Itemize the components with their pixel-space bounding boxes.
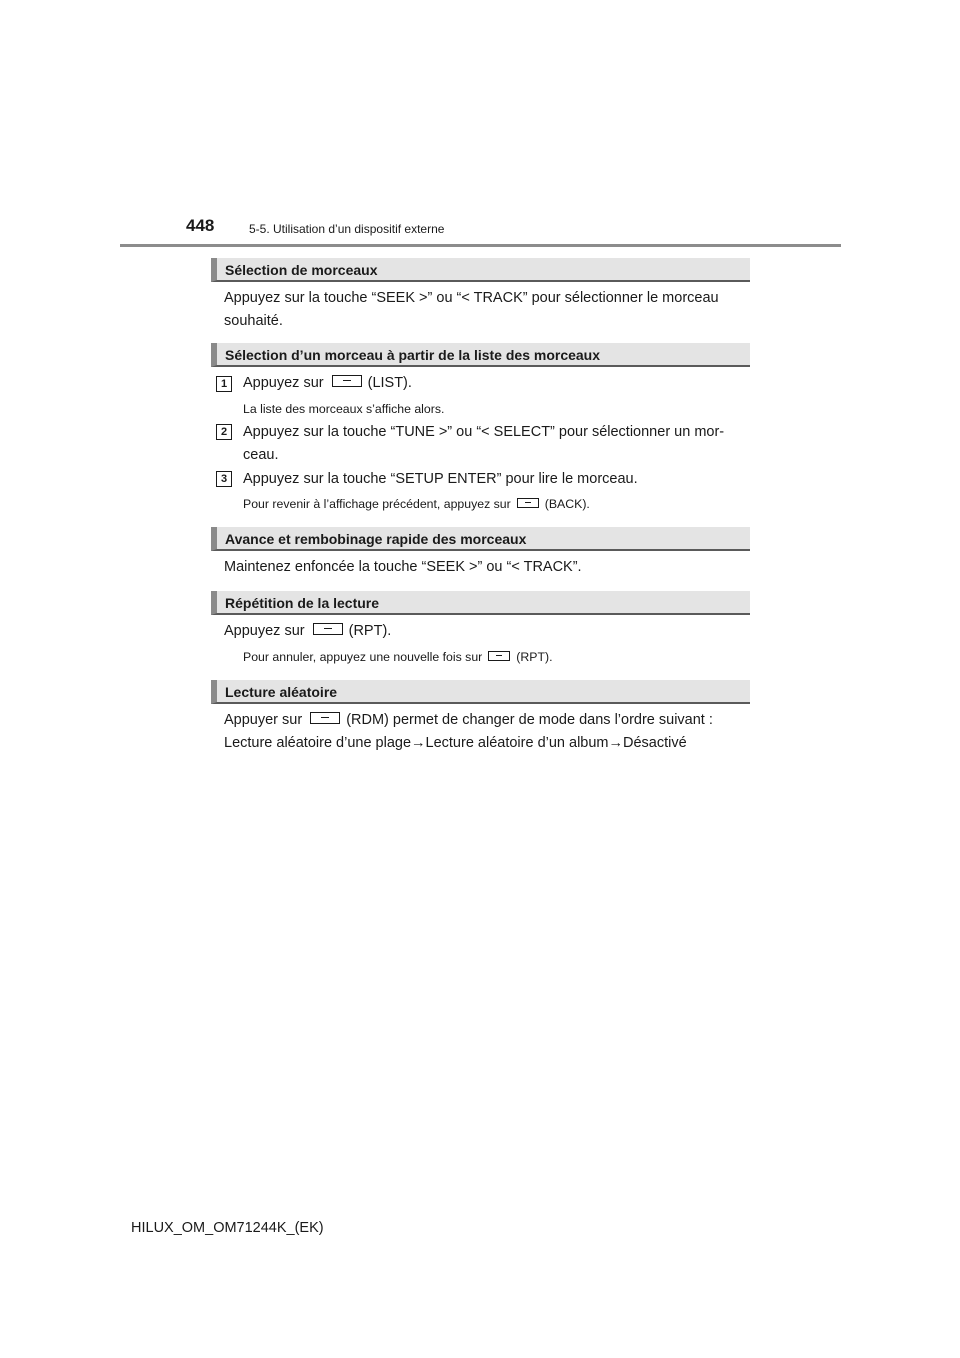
step-3-note-after: (BACK).	[544, 497, 590, 511]
section-heading-repeat	[211, 591, 750, 615]
random-sequence: Lecture aléatoire d’une plage→Lecture aléatoire d’un album→Désactivé	[224, 735, 687, 751]
list-button-icon	[332, 375, 362, 387]
step-3-note-before: Pour revenir à l’affichage précédent, appuyez sur	[243, 497, 511, 511]
selection-text: Appuyez sur la touche “SEEK >” ou “< TRACK” pour sélectionner le morceau souhaité.	[224, 290, 719, 329]
repeat-note	[243, 650, 552, 664]
repeat-after: (RPT).	[348, 623, 392, 639]
section-heading-list	[211, 343, 750, 367]
random-after: (RDM) permet de changer de mode dans l’ordre suivant :	[346, 712, 713, 728]
section-title: Répétition de la lecture	[225, 595, 380, 611]
step-1-text	[243, 372, 753, 395]
step-number-3: 3	[216, 471, 232, 487]
repeat-before: Appuyez sur	[224, 623, 305, 639]
step-2-text: Appuyez sur la touche “TUNE >” ou “< SELECT” pour sélectionner un mor-ceau.	[243, 424, 725, 463]
section-title: Sélection d’un morceau à partir de la liste des morceaux	[225, 347, 601, 363]
rpt-button-icon-small	[488, 651, 510, 661]
section-title: Sélection de morceaux	[225, 262, 378, 278]
repeat-note-after: (RPT).	[516, 650, 553, 664]
chapter-title: 5-5. Utilisation d’un dispositif externe	[249, 222, 445, 236]
section-heading-selection	[211, 258, 750, 282]
random-text	[224, 709, 754, 755]
step-number-2: 2	[216, 424, 232, 440]
repeat-note-before: Pour annuler, appuyez une nouvelle fois sur	[243, 650, 483, 664]
page-number: 448	[186, 216, 215, 235]
step-number-1: 1	[216, 376, 232, 392]
step-1-before: Appuyez sur	[243, 375, 324, 391]
rdm-button-icon	[310, 712, 340, 724]
step-1-after: (LIST).	[367, 375, 412, 391]
random-before: Appuyer sur	[224, 712, 303, 728]
step-3-text: Appuyez sur la touche “SETUP ENTER” pour lire le morceau.	[243, 471, 638, 487]
rpt-button-icon	[313, 623, 343, 635]
section-heading-fast	[211, 527, 750, 551]
fast-text: Maintenez enfoncée la touche “SEEK >” ou “< TRACK”.	[224, 559, 582, 575]
step-1-note: La liste des morceaux s’affiche alors.	[243, 402, 445, 416]
header-rule	[120, 244, 841, 247]
back-button-icon	[517, 498, 539, 508]
section-title: Avance et rembobinage rapide des morceaux	[225, 531, 527, 547]
section-heading-random	[211, 680, 750, 704]
section-title: Lecture aléatoire	[225, 684, 338, 700]
footer-code: HILUX_OM_OM71244K_(EK)	[131, 1220, 324, 1236]
step-3-note	[243, 497, 590, 511]
repeat-text	[224, 620, 754, 643]
